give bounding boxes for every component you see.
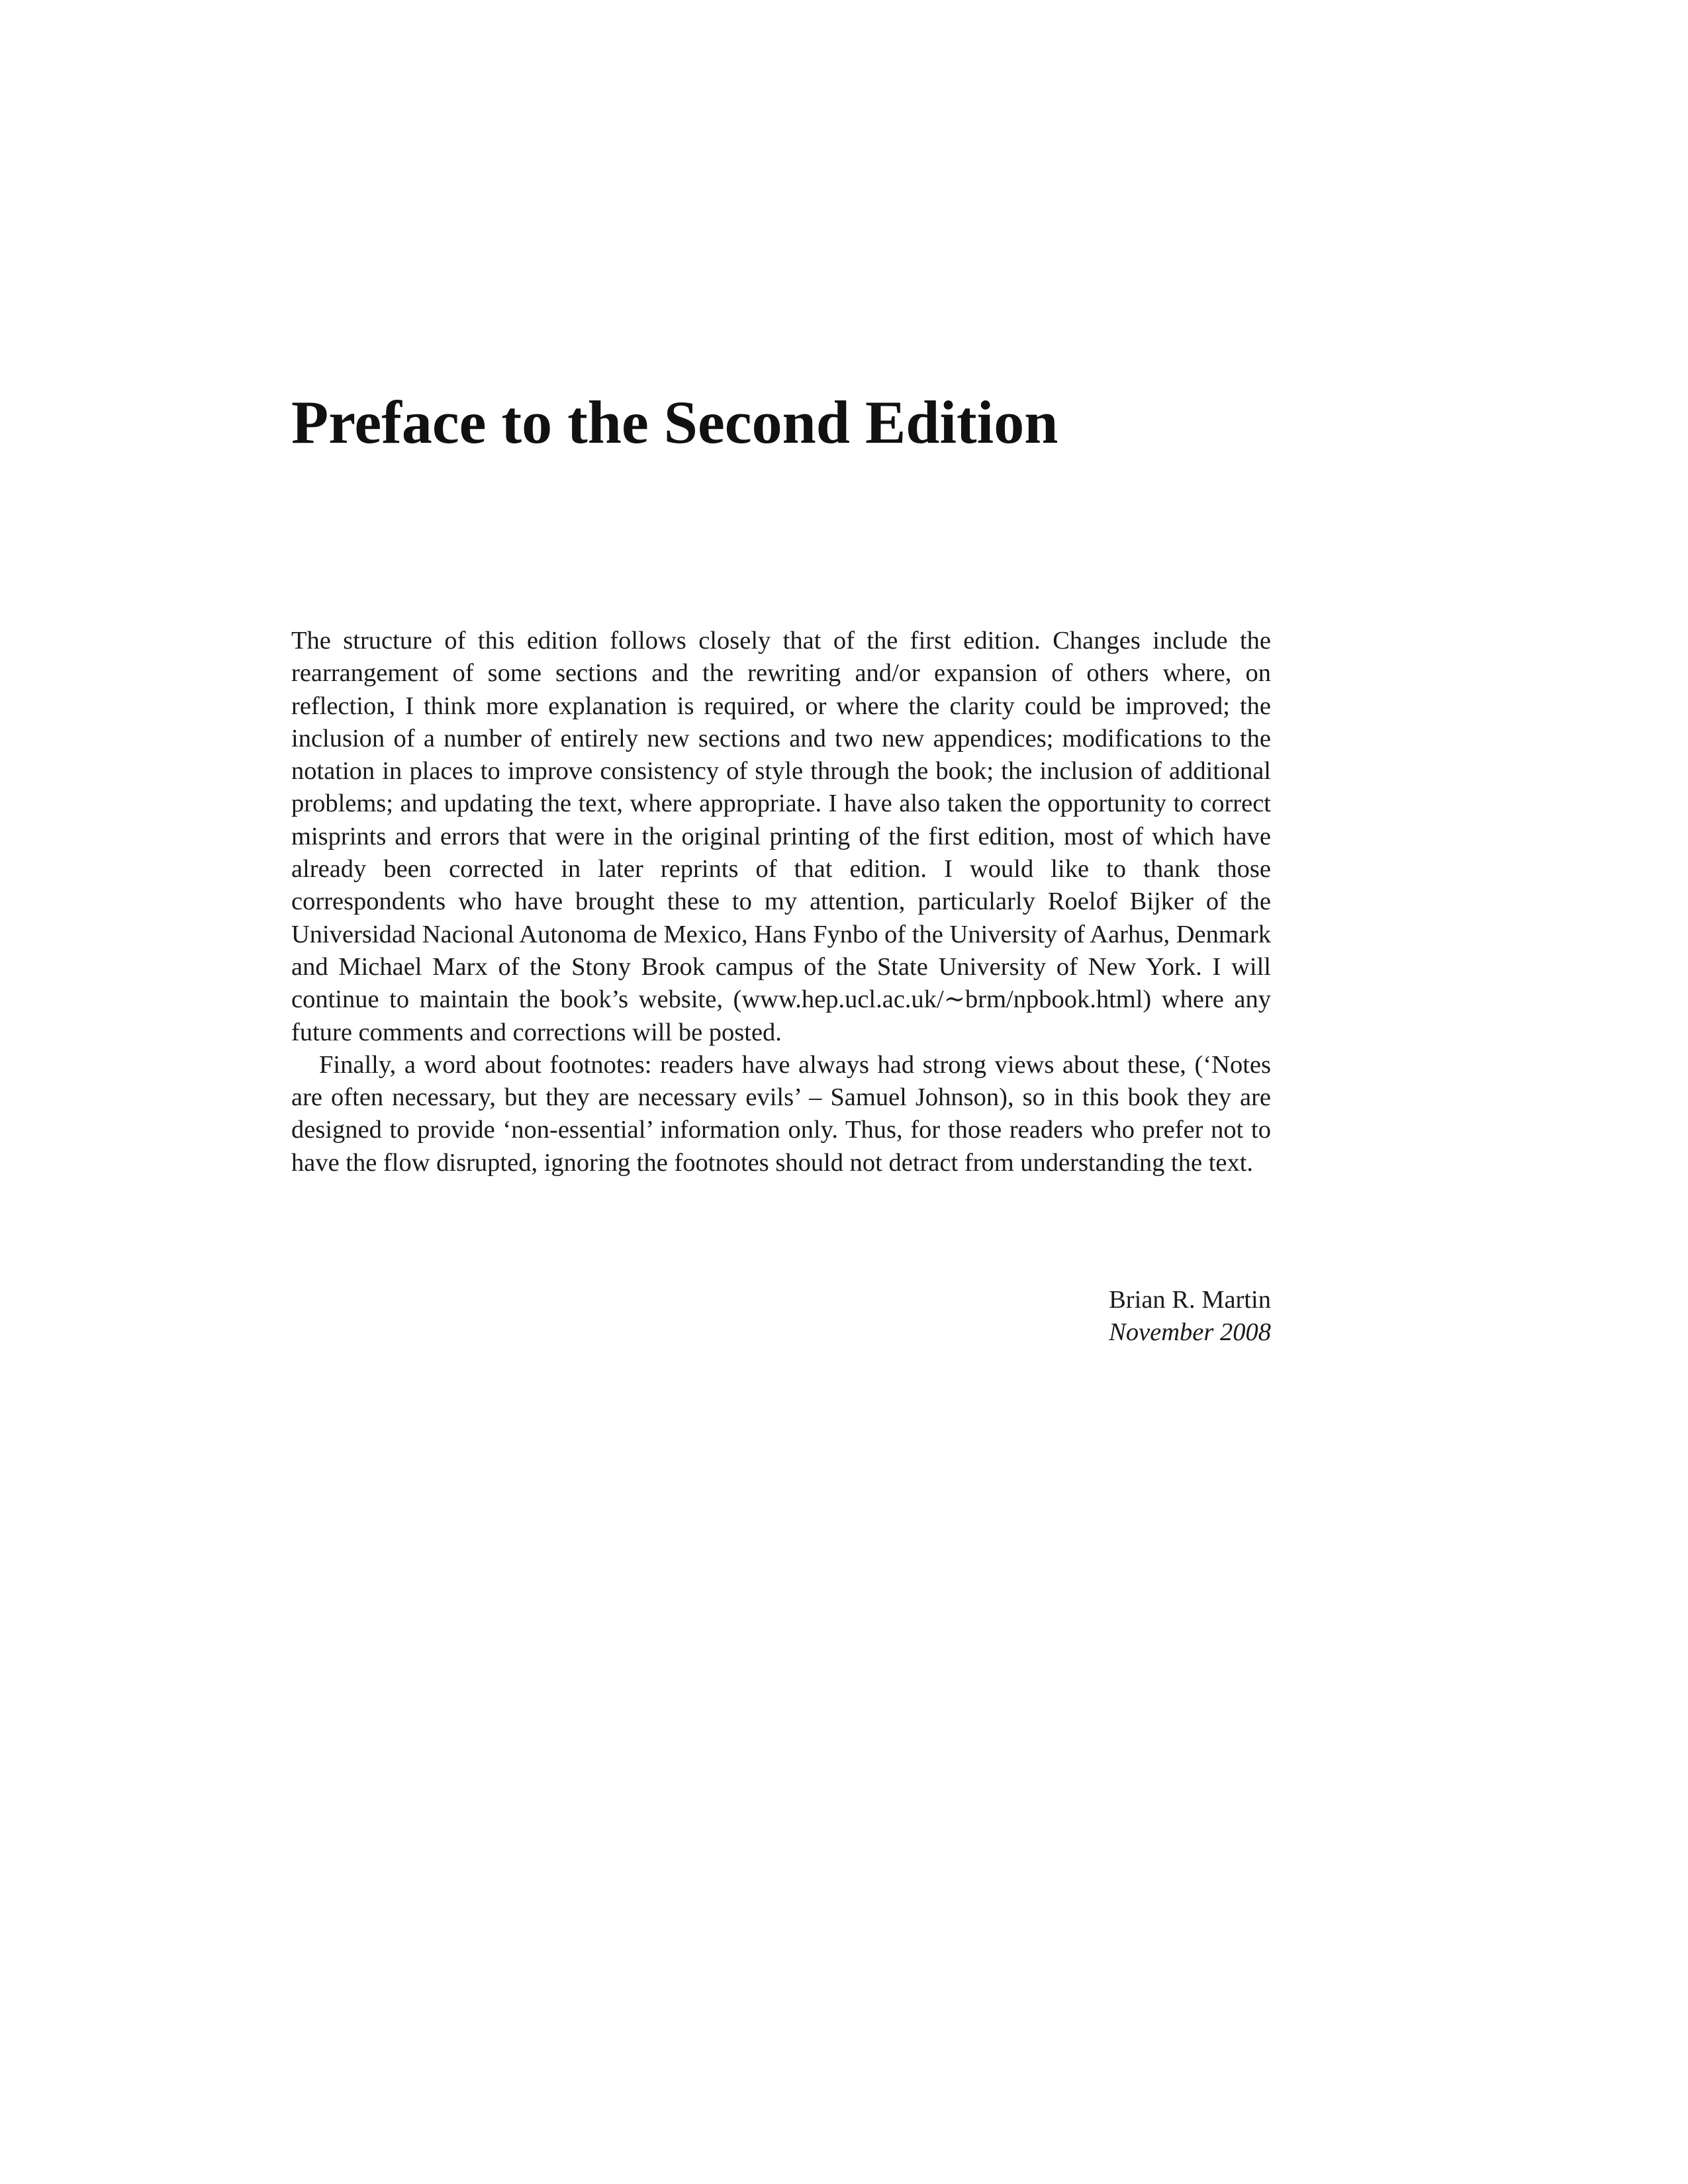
signature-block xyxy=(874,1284,1271,1349)
author-name: Brian R. Martin xyxy=(1109,1286,1271,1314)
page-title: Preface to the Second Edition xyxy=(291,388,1058,456)
paragraph-1: The structure of this edition follows closely that of the first edition. Changes include the rearrangement of some sections and the rewriting and/or expansion of others where, on reflection, I think more explanation is required, or where the clarity could be improved; the inclusion of a number of entirely new sections and two new appendices; modifications to the notation in places to improve consistency of style through the book; the inclusion of additional problems; and updating the text, where appropriate. I have also taken the opportunity to correct misprints and errors that were in the original printing of the first edition, most of which have already been corrected in later reprints of that edition. I would like to thank those correspondents who have brought these to my attention, particularly Roelof Bijker of the Universidad Nacional Autonoma de Mexico, Hans Fynbo of the University of Aarhus, Denmark and Michael Marx of the Stony Brook campus of the State University of New York. I will continue to maintain the book’s website, (www.hep.ucl.ac.uk/∼brm/npbook.html) where any future comments and corrections will be posted. xyxy=(291,627,1271,1046)
preface-body xyxy=(291,625,1271,1179)
paragraph-2: Finally, a word about footnotes: readers have always had strong views about these, (‘Notes are often necessary, but they are necessary evils’ – Samuel Johnson), so in this book they are designed to provide ‘non-essential’ information only. Thus, for those readers who prefer not to have the flow disrupted, ignoring the footnotes should not detract from understanding the text. xyxy=(291,1050,1271,1177)
signature-date: November 2008 xyxy=(1109,1318,1271,1347)
